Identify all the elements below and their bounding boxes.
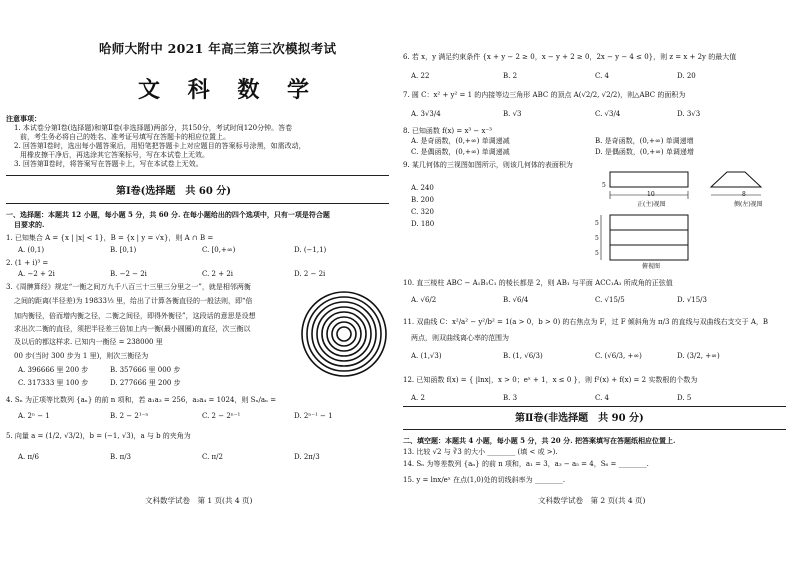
option: C. 2 + 2i [202,270,234,278]
question-3-line: 加内衡径，倍而增内衡之径，二衡之间径，即得外衡径”，这段话的意思是设想 [14,312,256,320]
option: A. 2ⁿ − 1 [18,412,50,420]
option: C. [0,+∞) [202,246,236,254]
option: B. √6/4 [503,296,529,304]
notice-line: 用橡皮擦干净后，再选涂其它答案标号，写在本试卷上无效。 [20,151,209,159]
question-9-stem: 9. 某几何体的三视图如图所示，则该几何体的表面积为 [403,161,573,169]
dim-label: 5 [595,235,599,242]
option: D. 3√3 [677,110,701,118]
question-10-stem: 10. 直三棱柱 ABC − A₁B₁C₁ 的棱长都是 2，则 AB₁ 与平面 ACC₁A₁ 所成角的正弦值 [403,279,673,287]
option: A. (0,1) [18,246,45,254]
divider [403,429,786,430]
dim-label: 5 [602,182,606,189]
option: A. π/6 [18,453,39,461]
notice-heading: 注意事项： [6,114,41,123]
front-view-label: 正(主)视图 [637,201,666,208]
section2-title: 第Ⅱ卷(非选择题 共 90 分) [515,413,644,424]
option: A. 是奇函数，(0,+∞) 单调递减 [411,137,510,145]
question-3-line: 3.《周髀算经》规定“一衡之间万九千八百三十三里三分里之一”，就是相邻两衡 [6,283,251,291]
question-8-stem: 8. 已知函数 f(x) = x³ − x⁻³ [403,127,492,135]
notice-line: 2. 回答第Ⅰ卷时，选出每小题答案后，用铅笔把答题卡上对应题目的答案标号涂黑，如需改动， [14,142,306,150]
option: A. 240 [411,184,434,192]
option: A. √6/2 [411,296,437,304]
section1-title: 第Ⅰ卷(选择题 共 60 分) [116,186,232,197]
option: D. (3/2, +∞) [677,352,720,360]
question-1-stem: 1. 已知集合 A = {x | |x| < 1}，B = {x | y = √x}，则 A ∩ B = [6,234,214,242]
option: C. √15/5 [595,296,625,304]
right-page [397,0,794,561]
option: C. 4 [595,72,610,80]
option: C. 2 − 2ⁿ⁻¹ [202,412,241,420]
option: B. (1, √6/3) [503,352,543,360]
option: D. 2ⁿ⁻¹ − 1 [294,412,333,420]
notice-line: 1. 本试卷分第Ⅰ卷(选择题)和第Ⅱ卷(非选择题)两部分，共150分，考试时间120分钟。答卷 [14,124,293,132]
notice-line: 前，考生务必将自己的姓名、准考证号填写在答题卡的相应位置上。 [20,133,230,141]
option: B. [0,1) [110,246,137,254]
divider [403,406,786,407]
divider [6,203,389,204]
question-11-line: 11. 双曲线 C：x²/a² − y²/b² = 1(a > 0，b > 0) 的右焦点为 F，过 F 倾斜角为 π/3 的直线与双曲线右支交于 A，B [403,318,769,326]
option: B. 是奇函数，(0,+∞) 单调递增 [595,137,694,145]
notice-line: 3. 回答第Ⅱ卷时，将答案写在答题卡上，写在本试卷上无效。 [14,160,203,168]
option: D. 2 − 2i [294,270,326,278]
part2-intro: 二、填空题：本题共 4 小题，每小题 5 分，共 20 分. 把答案填写在答题纸相应位置上. [403,436,676,445]
option: C. π/2 [202,453,223,461]
dim-label: 10 [647,191,655,198]
question-7-stem: 7. 圆 C：x² + y² = 1 的内接等边三角形 ABC 的顶点 A(√2/2, √2/2)，则△ABC 的面积为 [403,91,686,99]
option: B. 3 [503,394,518,402]
question-3-line: 之间的距离(半径差)为 19833⅓ 里，给出了计算各衡直径的一般法则，即“倍 [14,297,253,305]
question-13: 13. 比较 √2 与 ∛3 的大小 ________ (填 < 或 >). [403,448,558,456]
question-3-line: 00 步(当时 300 步为 1 里)，则次三衡径为 [14,352,149,360]
option: D. (−1,1) [294,246,327,254]
option: D. 277666 里 200 步 [110,379,181,387]
dim-label: 5 [595,220,599,227]
divider [6,175,389,176]
option: B. √3 [503,110,522,118]
option: B. π/3 [110,453,132,461]
option: A. 22 [411,72,430,80]
question-6-stem: 6. 若 x，y 满足约束条件 {x + y − 2 ≥ 0，x − y + 2 ≥ 0，2x − y − 4 ≤ 0}，则 z = x + 2y 的最大值 [403,53,737,61]
part1-intro: 一、选择题：本题共 12 小题，每小题 5 分，共 60 分. 在每小题给出的四个选项中，只有一项是符合题 [6,210,330,219]
side-view-label: 侧(左)视图 [734,201,763,208]
question-5-stem: 5. 向量 a = (1/2, √3/2)，b = (−1, √3)，a 与 b 的夹角为 [6,432,191,440]
option: D. 180 [411,220,435,228]
dim-label: 5 [595,250,599,257]
option: A. 2 [411,394,425,402]
dim-label: 8 [742,191,746,198]
concentric-circles-figure [300,290,388,378]
option: A. (1,√3) [411,352,442,360]
exam-title: 哈师大附中 2021 年高三第三次模拟考试 [99,41,337,56]
option: B. 200 [411,196,434,204]
question-3-line: 及以后的都这样求. 已知内一衡径 = 238000 里 [14,338,163,346]
option: C. 320 [411,208,434,216]
option: C. 317333 里 100 步 [18,379,89,387]
option: D. 5 [677,394,692,402]
option: C. 4 [595,394,610,402]
option: D. 是偶函数，(0,+∞) 单调递增 [595,148,694,156]
option: C. (√6/3, +∞) [595,352,642,360]
option: B. 357666 里 000 步 [110,366,181,374]
option: A. 396666 里 200 步 [18,366,89,374]
option: B. 2 [503,72,518,80]
option: B. −2 − 2i [110,270,147,278]
option: B. 2 − 2¹⁻ⁿ [110,412,149,420]
option: C. √3/4 [595,110,621,118]
question-2-stem: 2. (1 + i)³ = [6,259,49,267]
question-12-stem: 12. 已知函数 f(x) = { |lnx|，x > 0；eˣ + 1，x ≤ 0 }，则 f²(x) + f(x) = 2 实数根的个数为 [403,376,698,384]
option: D. √15/3 [677,296,707,304]
subject-title: 文 科 数 学 [138,77,319,103]
page-footer: 文科数学试卷 第 2 页(共 4 页) [538,496,646,505]
question-15: 15. y = lnx/eˣ 在点(1,0)处的切线斜率为 ________. [403,476,566,484]
option: C. 是偶函数，(0,+∞) 单调递减 [411,148,510,156]
option: A. −2 + 2i [18,270,55,278]
three-view-figure [587,170,787,270]
part1-intro: 目要求的. [14,220,45,229]
option: A. 3√3/4 [411,110,441,118]
question-11-line: 两点，则双曲线离心率的范围为 [411,334,509,342]
question-3-line: 求出次二衡的直径，须把半径差三倍加上内一衡(最小圆圈)的直径，次三衡以 [14,325,251,333]
page-footer: 文科数学试卷 第 1 页(共 4 页) [145,496,253,505]
option: D. 20 [677,72,696,80]
question-4-stem: 4. Sₙ 为正项等比数列 {aₙ} 的前 n 项和，若 a₁a₃ = 256，a₂a₄ = 1024，则 Sₙ/aₙ = [6,396,277,404]
question-14: 14. Sₙ 为等差数列 {aₙ} 的前 n 项和，a₁ = 3，a₃ − a₅ = 4，S₆ = ________. [403,460,649,468]
option: D. 2π/3 [294,453,320,461]
top-view-label: 俯视图 [642,263,661,270]
